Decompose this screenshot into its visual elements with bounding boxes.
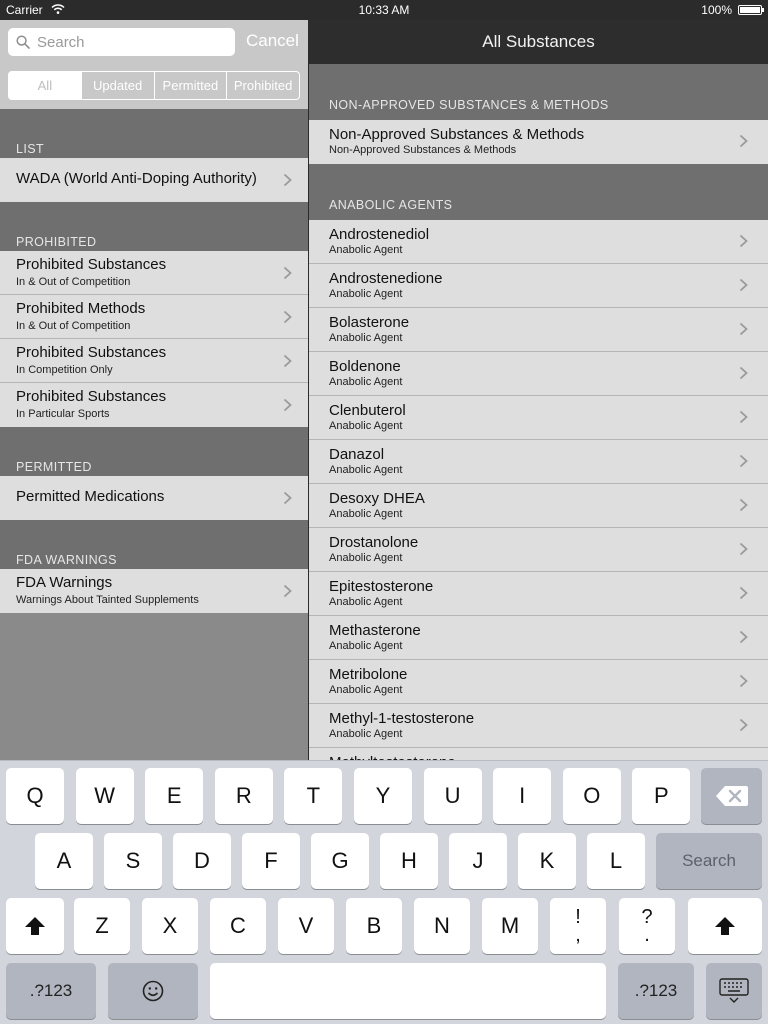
row-subtitle: Anabolic Agent	[329, 508, 403, 520]
chevron-right-icon	[739, 586, 748, 600]
row-title: Permitted Medications	[16, 488, 165, 505]
row-title: Bolasterone	[329, 314, 410, 331]
category-row[interactable]	[0, 383, 308, 427]
nav-bar	[309, 20, 768, 64]
section-group	[309, 220, 768, 792]
numbers-key-right[interactable]: .?123	[618, 963, 694, 1019]
row-subtitle: In Competition Only	[16, 364, 113, 376]
chevron-right-icon	[283, 398, 292, 412]
row-subtitle: In & Out of Competition	[16, 320, 131, 332]
shift-key-left[interactable]	[6, 898, 64, 954]
row-title: FDA Warnings	[16, 574, 113, 591]
shift-key-right[interactable]	[688, 898, 762, 954]
chevron-right-icon	[283, 266, 292, 280]
on-screen-keyboard	[0, 760, 768, 1024]
key-a[interactable]: A	[35, 833, 93, 889]
emoji-key[interactable]	[108, 963, 198, 1019]
row-subtitle: Anabolic Agent	[329, 288, 403, 300]
row-title: Methasterone	[329, 622, 421, 639]
cancel-button[interactable]: Cancel	[246, 31, 299, 50]
chevron-right-icon	[739, 630, 748, 644]
substance-row[interactable]	[309, 396, 768, 440]
row-title: Desoxy DHEA	[329, 490, 425, 507]
key-o[interactable]: O	[563, 768, 621, 824]
row-subtitle: Anabolic Agent	[329, 420, 403, 432]
detail-panel	[309, 20, 768, 760]
shift-icon	[24, 916, 46, 936]
chevron-right-icon	[739, 498, 748, 512]
row-title: Prohibited Substances	[16, 256, 167, 273]
substance-row[interactable]	[309, 264, 768, 308]
chevron-right-icon	[283, 173, 292, 187]
row-title: Prohibited Methods	[16, 300, 146, 317]
status-bar	[0, 0, 768, 20]
chevron-right-icon	[283, 491, 292, 505]
substance-row[interactable]	[309, 220, 768, 264]
row-subtitle: Anabolic Agent	[329, 640, 403, 652]
keyboard-dismiss-key[interactable]	[706, 963, 762, 1019]
row-title: WADA (World Anti-Doping Authority)	[16, 170, 257, 187]
category-row[interactable]	[0, 339, 308, 383]
chevron-right-icon	[739, 410, 748, 424]
key-f[interactable]: F	[242, 833, 300, 889]
search-key[interactable]: Search	[656, 833, 762, 889]
emoji-icon	[142, 980, 164, 1002]
filter-tab-prohibited[interactable]: Prohibited	[226, 72, 299, 99]
row-subtitle: Anabolic Agent	[329, 376, 403, 388]
row-subtitle: Anabolic Agent	[329, 552, 403, 564]
sidebar-header	[0, 20, 308, 109]
row-subtitle: Warnings About Tainted Supplements	[16, 594, 199, 606]
key-question-period[interactable]	[619, 898, 675, 954]
key-h[interactable]: H	[380, 833, 438, 889]
key-bottom-glyph: .	[644, 924, 650, 946]
section-group	[309, 120, 768, 164]
key-e[interactable]: E	[145, 768, 203, 824]
key-x[interactable]: X	[142, 898, 198, 954]
row-title: Drostanolone	[329, 534, 419, 551]
substance-row[interactable]	[309, 308, 768, 352]
shift-icon	[714, 916, 736, 936]
key-y[interactable]: Y	[354, 768, 412, 824]
key-g[interactable]: G	[311, 833, 369, 889]
chevron-right-icon	[739, 278, 748, 292]
status-time: 10:33 AM	[358, 3, 410, 17]
page-title: All Substances	[482, 32, 595, 51]
row-title: Danazol	[329, 446, 385, 463]
row-subtitle: Anabolic Agent	[329, 332, 403, 344]
key-top-glyph: !	[575, 906, 581, 928]
space-key[interactable]	[210, 963, 606, 1019]
search-input[interactable]	[37, 32, 227, 52]
numbers-key-left[interactable]: .?123	[6, 963, 96, 1019]
key-c[interactable]: C	[210, 898, 266, 954]
chevron-right-icon	[739, 366, 748, 380]
category-row[interactable]	[0, 158, 308, 202]
chevron-right-icon	[739, 322, 748, 336]
chevron-right-icon	[739, 454, 748, 468]
category-row[interactable]	[0, 251, 308, 295]
key-d[interactable]: D	[173, 833, 231, 889]
section-group	[0, 251, 308, 427]
chevron-right-icon	[739, 542, 748, 556]
filter-tab-permitted[interactable]: Permitted	[154, 72, 227, 99]
section-group	[0, 569, 308, 613]
row-title: Androstenedione	[329, 270, 443, 287]
substance-list	[309, 64, 768, 792]
key-exclaim-comma[interactable]	[550, 898, 606, 954]
row-title: Clenbuterol	[329, 402, 406, 419]
chevron-right-icon	[283, 354, 292, 368]
key-glyph-stack	[575, 908, 581, 944]
chevron-right-icon	[283, 584, 292, 598]
category-row[interactable]	[0, 569, 308, 613]
substance-row[interactable]	[309, 528, 768, 572]
section-header: ANABOLIC AGENTS	[309, 164, 768, 220]
chevron-right-icon	[739, 134, 748, 148]
section-group	[0, 158, 308, 202]
section-group	[0, 476, 308, 520]
row-title: Androstenediol	[329, 226, 430, 243]
category-row[interactable]	[0, 295, 308, 339]
substance-row[interactable]	[309, 660, 768, 704]
key-j[interactable]: J	[449, 833, 507, 889]
key-p[interactable]: P	[632, 768, 690, 824]
row-subtitle: Non-Approved Substances & Methods	[329, 144, 517, 156]
sidebar	[0, 20, 308, 760]
substance-row[interactable]	[309, 120, 768, 164]
key-t[interactable]: T	[284, 768, 342, 824]
row-title: Non-Approved Substances & Methods	[329, 126, 585, 143]
chevron-right-icon	[739, 718, 748, 732]
key-l[interactable]: L	[587, 833, 645, 889]
key-m[interactable]: M	[482, 898, 538, 954]
row-subtitle: Anabolic Agent	[329, 684, 403, 696]
section-header: PERMITTED	[0, 427, 308, 476]
keyboard-dismiss-icon	[719, 978, 749, 1004]
carrier-label: Carrier	[6, 3, 43, 17]
key-bottom-glyph: ,	[575, 924, 581, 946]
substance-row[interactable]	[309, 704, 768, 748]
backspace-key[interactable]	[701, 768, 762, 824]
row-subtitle: Anabolic Agent	[329, 244, 403, 256]
row-title: Boldenone	[329, 358, 401, 375]
section-header: LIST	[0, 109, 308, 158]
substance-row[interactable]	[309, 484, 768, 528]
key-glyph-stack	[641, 908, 652, 944]
row-subtitle: Anabolic Agent	[329, 596, 403, 608]
search-bar[interactable]	[8, 28, 235, 56]
filter-segmented-control	[8, 71, 300, 100]
section-header: PROHIBITED	[0, 202, 308, 251]
substance-row[interactable]	[309, 572, 768, 616]
battery-icon	[738, 5, 762, 15]
substance-row[interactable]	[309, 440, 768, 484]
section-header: NON-APPROVED SUBSTANCES & METHODS	[309, 64, 768, 120]
search-icon	[16, 35, 30, 49]
key-v[interactable]: V	[278, 898, 334, 954]
substance-row[interactable]	[309, 616, 768, 660]
row-subtitle: In & Out of Competition	[16, 276, 131, 288]
row-title: Metribolone	[329, 666, 408, 683]
row-title: Prohibited Substances	[16, 388, 167, 405]
substance-row[interactable]	[309, 352, 768, 396]
filter-tab-all[interactable]: All	[9, 72, 81, 99]
filter-tab-updated[interactable]: Updated	[81, 72, 154, 99]
row-subtitle: In Particular Sports	[16, 408, 110, 420]
backspace-icon	[715, 785, 749, 807]
key-n[interactable]: N	[414, 898, 470, 954]
section-header: FDA WARNINGS	[0, 520, 308, 569]
category-row[interactable]	[0, 476, 308, 520]
key-k[interactable]: K	[518, 833, 576, 889]
key-b[interactable]: B	[346, 898, 402, 954]
row-subtitle: Anabolic Agent	[329, 728, 403, 740]
key-u[interactable]: U	[424, 768, 482, 824]
key-i[interactable]: I	[493, 768, 551, 824]
row-title: Prohibited Substances	[16, 344, 167, 361]
key-q[interactable]: Q	[6, 768, 64, 824]
chevron-right-icon	[739, 234, 748, 248]
key-r[interactable]: R	[215, 768, 273, 824]
row-title: Epitestosterone	[329, 578, 434, 595]
category-list	[0, 109, 308, 613]
key-w[interactable]: W	[76, 768, 134, 824]
key-top-glyph: ?	[641, 906, 653, 928]
row-title: Methyl-1-testosterone	[329, 710, 475, 727]
key-z[interactable]: Z	[74, 898, 130, 954]
battery-percent: 100%	[701, 3, 732, 17]
row-subtitle: Anabolic Agent	[329, 464, 403, 476]
chevron-right-icon	[283, 310, 292, 324]
chevron-right-icon	[739, 674, 748, 688]
key-s[interactable]: S	[104, 833, 162, 889]
